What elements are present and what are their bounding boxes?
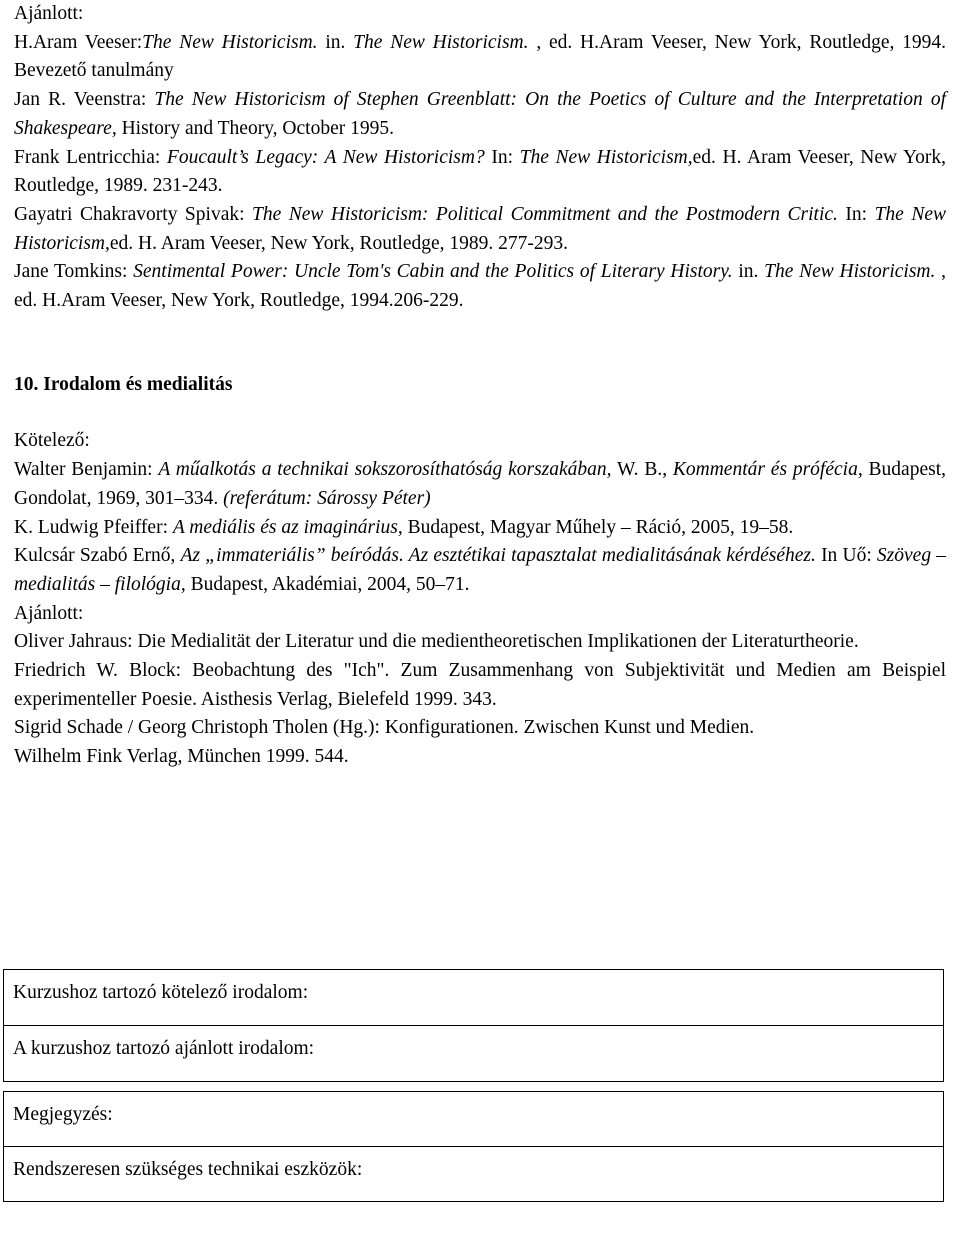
entry-text: in.	[732, 261, 765, 283]
bibliography-entry	[14, 456, 946, 513]
entry-text: , ed. H.Aram Veeser, New York, Routledge, 1994. Bevezető tanulmány	[14, 31, 946, 82]
entry-title-text: The New Historicism,	[519, 146, 693, 168]
recommended-literature-label: A kurzushoz tartozó ajánlott irodalom:	[13, 1038, 315, 1059]
bibliography-entry	[14, 743, 946, 772]
entry-text: Jane Tomkins:	[14, 261, 134, 283]
entry-title-text: The New Historicism.	[353, 31, 529, 53]
entry-title-text: Kommentár és prófécia,	[672, 459, 863, 481]
entry-text: Gayatri Chakravorty Spivak:	[14, 203, 253, 225]
bibliography-entry	[14, 714, 946, 743]
entry-title-text: Az „immateriális” beíródás. Az esztétikai tapasztalat medialitásának kérdéséhez.	[180, 545, 816, 567]
top-recommended-section	[14, 0, 946, 316]
entry-title-text: The New Historicism of Stephen Greenblatt: On the Poetics of Culture and the Interpretation of Shakespeare,	[14, 89, 946, 139]
entry-text: ed. H. Aram Veeser, New York, Routledge, 1989. 277-293.	[109, 232, 569, 254]
bibliography-entry	[14, 514, 946, 543]
entry-title-text: The New Historicism: Political Commitment and the Postmodern Critic.	[252, 203, 838, 225]
entry-text: Frank Lentricchia:	[14, 146, 167, 168]
entry-title-text: The New Historicism.	[764, 261, 936, 283]
entry-text: Budapest, Akadémiai, 2004, 50–71.	[185, 573, 470, 595]
top-recommended-list	[14, 29, 946, 316]
entry-title-text: A műalkotás a technikai sokszorosíthatóság korszakában,	[158, 459, 612, 481]
entry-text: Friedrich W. Block: Beobachtung des "Ich". Zum Zusammenhang von Subjektivität und Medien am Beispiel experimenteller Poesie. Aisthesis Verlag, Bielefeld 1999. 343.	[14, 660, 946, 710]
section-recommended-list	[14, 628, 946, 772]
entry-text: In:	[484, 146, 520, 168]
course-form	[3, 969, 944, 1202]
notes-table	[3, 1091, 944, 1202]
tools-label: Rendszeresen szükséges technikai eszközök:	[13, 1159, 363, 1180]
entry-title-text: Sentimental Power: Uncle Tom's Cabin and the Politics of Literary History.	[133, 261, 733, 283]
section-10	[14, 371, 946, 772]
entry-text: K. Ludwig Pfeiffer:	[14, 516, 173, 538]
entry-text: In Uő:	[815, 545, 877, 567]
required-literature-label: Kurzushoz tartozó kötelező irodalom:	[13, 982, 309, 1003]
entry-text: Walter Benjamin:	[14, 459, 159, 481]
required-label: Kötelező:	[14, 430, 90, 452]
entry-text: Oliver Jahraus: Die Medialität der Literatur und die medientheoretischen Implikationen der Literaturtheorie.	[14, 631, 859, 653]
entry-title-text: The New Historicism,	[14, 203, 946, 254]
entry-title-text: The New Historicism.	[142, 31, 318, 53]
section-heading: 10. Irodalom és medialitás	[14, 373, 233, 395]
entry-text: Budapest, Gondolat, 1969, 301–334.	[14, 459, 946, 509]
tools-cell[interactable]	[4, 1147, 944, 1202]
literature-table	[3, 969, 944, 1082]
entry-title-text: (referátum: Sárossy Péter)	[223, 487, 431, 509]
bibliography-entry	[14, 144, 946, 201]
required-literature-cell[interactable]	[4, 970, 944, 1026]
entry-title-text: A mediális és az imaginárius,	[172, 516, 403, 538]
entry-text: H.Aram Veeser:	[14, 31, 143, 53]
entry-text: in.	[317, 31, 354, 53]
bibliography-entry	[14, 29, 946, 86]
required-list	[14, 456, 946, 600]
entry-text: Kulcsár Szabó Ernő,	[14, 545, 181, 567]
bibliography-entry	[14, 657, 946, 714]
entry-text: Budapest, Magyar Műhely – Ráció, 2005, 19–58.	[402, 516, 794, 538]
notes-label: Megjegyzés:	[13, 1104, 113, 1125]
entry-text: W. B.,	[611, 459, 673, 481]
top-recommended-label: Ajánlott:	[14, 3, 84, 24]
entry-text: Sigrid Schade / Georg Christoph Tholen (Hg.): Konfigurationen. Zwischen Kunst und Medien.	[14, 717, 755, 739]
entry-text: In:	[837, 203, 875, 225]
bibliography-entry	[14, 628, 946, 657]
recommended-literature-cell[interactable]	[4, 1026, 944, 1082]
entry-title-text: Szöveg – medialitás – filológia,	[14, 545, 946, 595]
entry-text: Wilhelm Fink Verlag, München 1999. 544.	[14, 746, 349, 768]
bibliography-entry	[14, 86, 946, 143]
entry-text: Jan R. Veenstra:	[14, 89, 155, 111]
document-page	[14, 0, 946, 772]
bibliography-entry	[14, 201, 946, 258]
entry-text: , ed. H.Aram Veeser, New York, Routledge, 1994.206-229.	[14, 261, 946, 312]
entry-text: History and Theory, October 1995.	[116, 117, 394, 139]
entry-text: ed. H. Aram Veeser, New York, Routledge, 1989. 231-243.	[14, 146, 947, 197]
bibliography-entry	[14, 542, 946, 599]
section-recommended-label: Ajánlott:	[14, 602, 84, 624]
entry-title-text: Foucault’s Legacy: A New Historicism?	[166, 146, 485, 168]
notes-cell[interactable]	[4, 1092, 944, 1147]
bibliography-entry	[14, 258, 946, 315]
